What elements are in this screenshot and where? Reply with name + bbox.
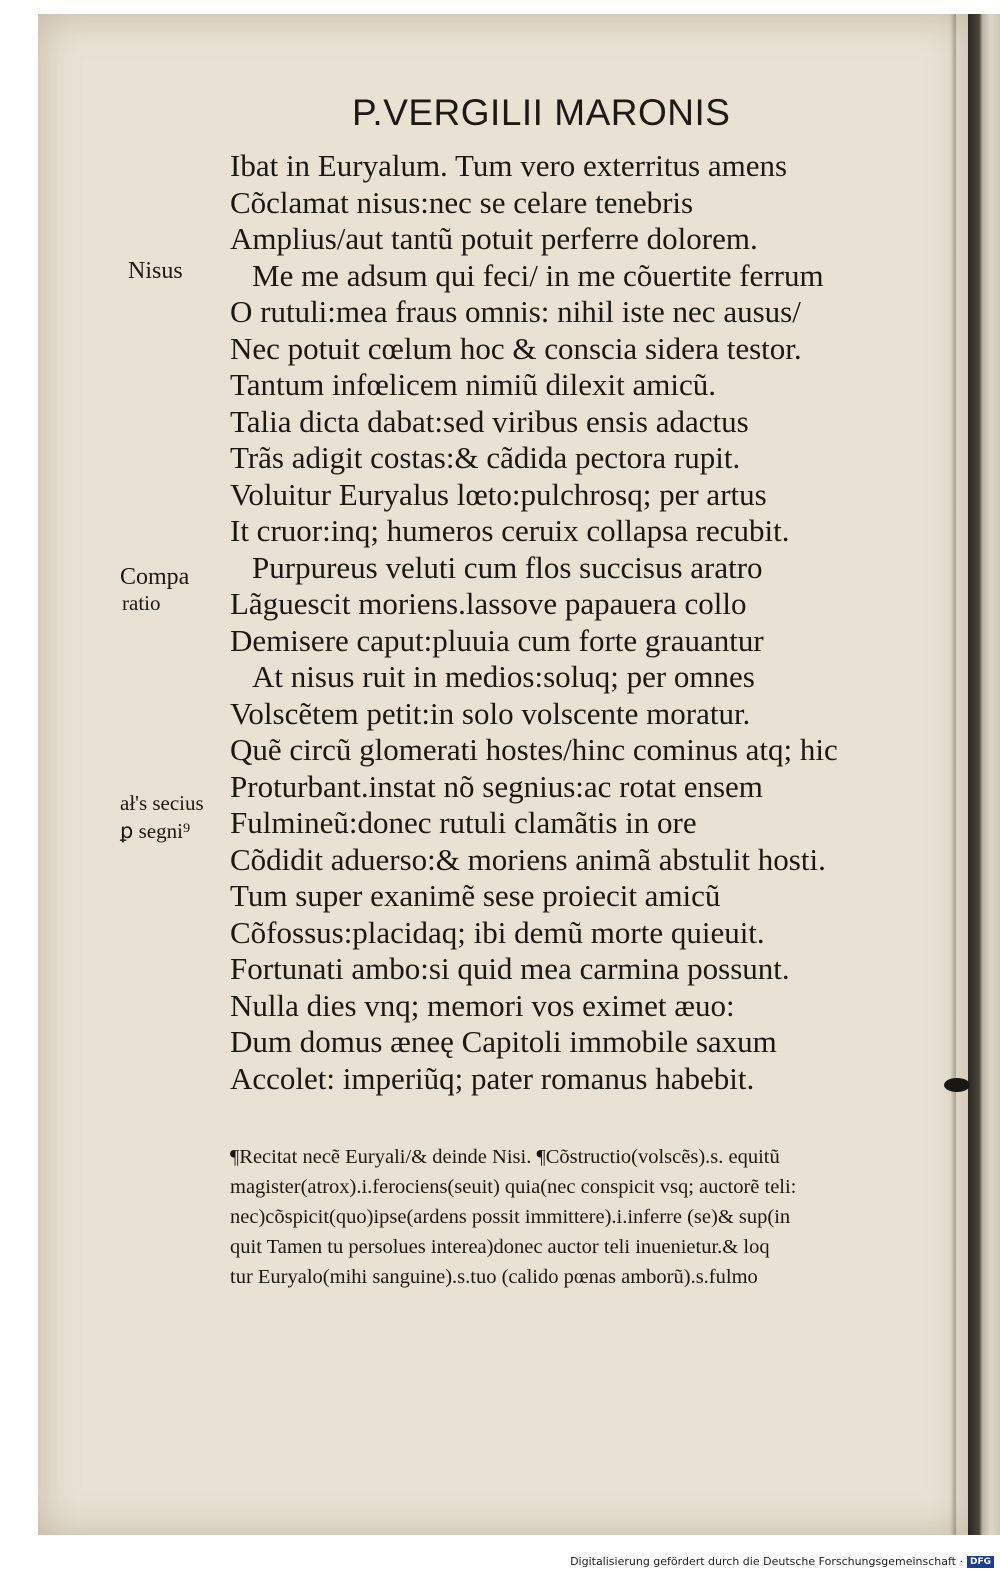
ink-blot [944,1078,970,1092]
verse-line: Volscẽtem petit:in solo volscente moratur. [230,695,751,731]
margin-note-comparatio-1: Compa [120,564,190,590]
commentary-block [230,1142,960,1292]
dfg-logo: DFG [967,1556,994,1568]
commentary-line: magister(atrox).i.ferociens(seuit) quia(nec conspicit vsq; auctorẽ teli: [230,1176,797,1198]
funding-footer [570,1555,994,1568]
verse-line: Talia dicta dabat:sed viribus ensis adactus [230,403,749,439]
verse-line: Fulmineũ:donec rutuli clamãtis in ore [230,805,697,840]
verse-line: Tantum infœlicem nimiũ dilexit amicũ. [230,367,716,402]
verse-line: Demisere caput:pluuia cum forte grauantur [230,622,764,658]
verse-line: Accolet: imperiũq; pater romanus habebit. [230,1060,755,1096]
verse-line: Lãguescit moriens.lassove papauera collo [230,586,747,621]
verse-line: Ibat in Euryalum. Tum vero exterritus amens [230,148,788,183]
verse-line: Amplius/aut tantũ potuit perferre dolorem. [230,221,758,256]
margin-note-segnius-1: ał's secius [120,791,204,815]
commentary-line: nec)cõspicit(quo)ipse(ardens possit immittere).i.inferre (se)& sup(in [230,1206,791,1228]
verse-line: Proturbant.instat nõ segnius:ac rotat ensem [230,768,763,804]
verse-line: Cõfossus:placidaq; ibi demũ morte quieuit. [230,914,765,950]
commentary-line: quit Tamen tu persolues interea)donec auctor teli inuenietur.& loq [230,1236,770,1258]
verse-line: Cõclamat nisus:nec se celare tenebris [230,184,694,220]
margin-note-nisus: Nisus [128,258,183,284]
verse-line: Dum domus æneę Capitoli immobile saxum [230,1024,777,1059]
verse-line: At nisus ruit in medios:soluq; per omnes [252,659,755,694]
verse-block [230,148,970,1097]
verse-line: Trãs adigit costas:& cãdida pectora rupit. [230,440,741,475]
margin-note-segnius-2: ꝑ segni⁹ [120,819,191,843]
verse-line: Nulla dies vnq; memori vos eximet æuo: [230,987,735,1023]
running-heading: P.VERGILII MARONIS [352,92,731,133]
verse-line: Voluitur Euryalus lœto:pulchrosq; per artus [230,476,767,512]
funding-text: Digitalisierung gefördert durch die Deutsche Forschungsgemeinschaft · [570,1555,963,1568]
margin-note-comparatio-2: ratio [122,591,161,615]
verse-line: It cruor:inq; humeros ceruix collapsa recubit. [230,513,790,548]
verse-line: Me me adsum qui feci/ in me cõuertite ferrum [252,257,824,293]
verse-line: Fortunati ambo:si quid mea carmina possunt. [230,951,790,986]
commentary-line: ¶Recitat necẽ Euryali/& deinde Nisi. ¶Cõstructio(volscẽs).s. equitũ [230,1146,780,1168]
verse-line: O rutuli:mea fraus omnis: nihil iste nec ausus/ [230,294,801,329]
verse-line: Quẽ circũ glomerati hostes/hinc cominus atq; hic [230,732,838,767]
verse-line: Purpureus veluti cum flos succisus aratro [252,549,763,585]
verse-line: Tum super exanimẽ sese proiecit amicũ [230,878,721,913]
verse-line: Nec potuit cœlum hoc & conscia sidera testor. [230,330,802,366]
book-gutter [968,14,1000,1535]
commentary-line: tur Euryalo(mihi sanguine).s.tuo (calido pœnas amborũ).s.fulmo [230,1266,758,1288]
verse-line: Cõdidit aduerso:& moriens animã abstulit hosti. [230,841,826,877]
